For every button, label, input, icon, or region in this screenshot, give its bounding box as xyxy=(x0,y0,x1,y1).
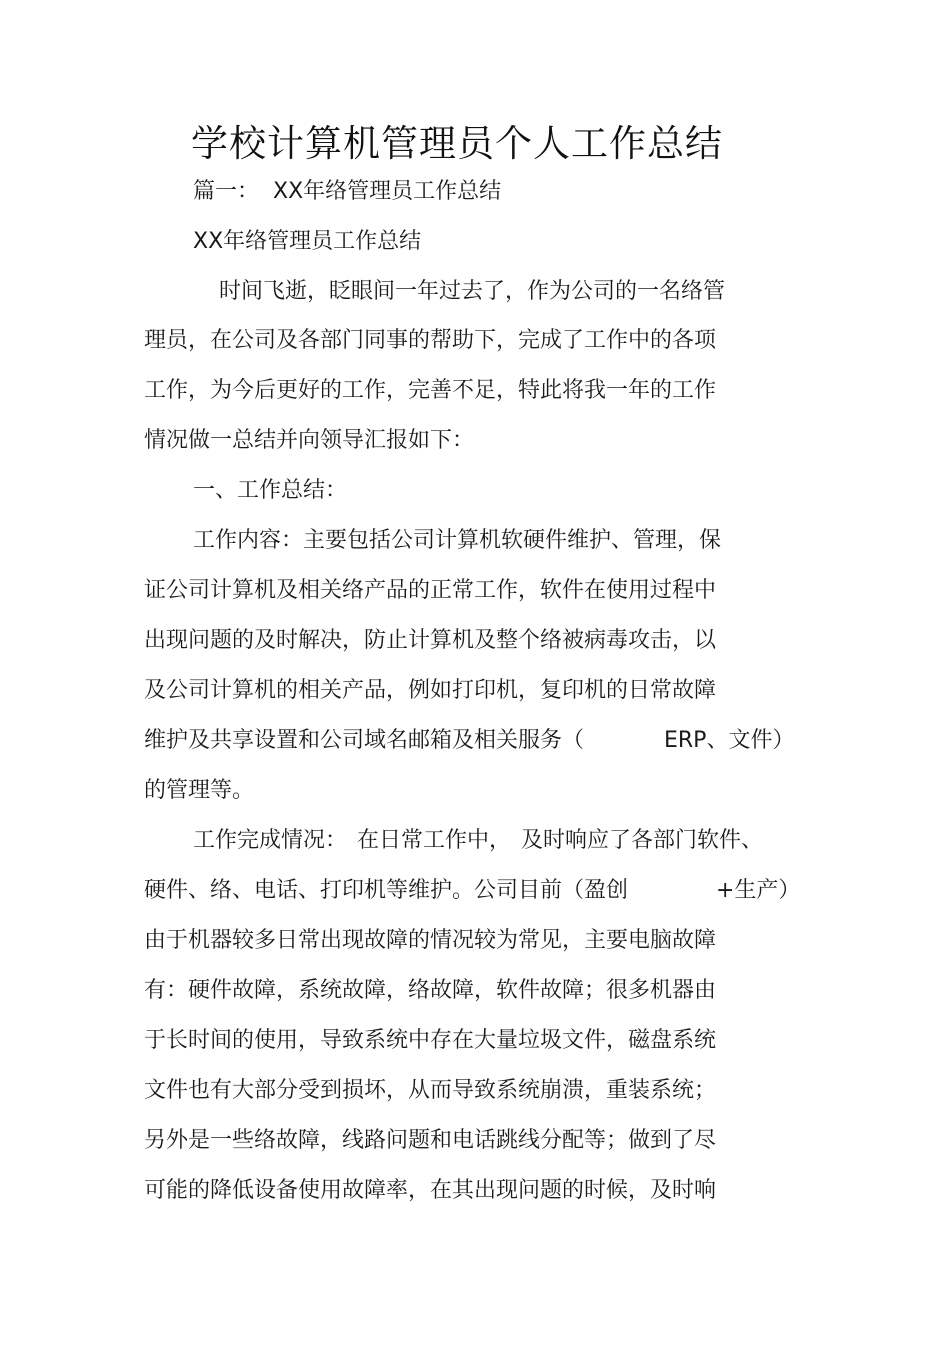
paragraph-2-line: 的管理等。 xyxy=(144,778,255,803)
paragraph-3-line: 文件也有大部分受到损坏，从而导致系统崩溃，重装系统； xyxy=(144,1078,717,1103)
work-status-label: 工作完成情况： xyxy=(193,828,348,853)
paragraph-3-line: 硬件、络、电话、打印机等维护。公司目前（盈创 xyxy=(144,878,629,903)
paragraph-3-text: 在日常工作中， xyxy=(357,828,512,853)
section-heading-text: XX年络管理员工作总结 xyxy=(273,179,502,204)
paragraph-1-line: 工作，为今后更好的工作，完善不足，特此将我一年的工作 xyxy=(144,378,717,403)
paragraph-3-line: 于长时间的使用，导致系统中存在大量垃圾文件，磁盘系统 xyxy=(144,1028,717,1053)
paragraph-2-line: 出现问题的及时解决，防止计算机及整个络被病毒攻击，以 xyxy=(144,628,717,653)
document-subtitle: XX年络管理员工作总结 xyxy=(193,229,422,254)
paragraph-1-line: 理员，在公司及各部门同事的帮助下，完成了工作中的各项 xyxy=(144,328,717,353)
paragraph-1-line: 时间飞逝，眨眼间一年过去了，作为公司的一名络管 xyxy=(219,279,726,304)
paragraph-1-line: 情况做一总结并向领导汇报如下： xyxy=(144,428,475,453)
paragraph-3-text: 及时响应了各部门软件、 xyxy=(521,828,764,853)
paragraph-3-line: 另外是一些络故障，线路问题和电话跳线分配等；做到了尽 xyxy=(144,1128,717,1153)
paragraph-3-line: 有：硬件故障，系统故障，络故障，软件故障；很多机器由 xyxy=(144,978,717,1003)
paragraph-2-line: 证公司计算机及相关络产品的正常工作，软件在使用过程中 xyxy=(144,578,717,603)
section-heading xyxy=(193,177,501,207)
paragraph-3-first-line xyxy=(193,826,763,856)
paragraph-2-line: 及公司计算机的相关产品，例如打印机，复印机的日常故障 xyxy=(144,678,717,703)
heading-work-summary: 一、工作总结： xyxy=(193,478,348,503)
section-heading-prefix: 篇一： xyxy=(193,179,260,204)
paragraph-2-line-end: ERP、文件） xyxy=(664,728,795,753)
paragraph-3-line: 由于机器较多日常出现故障的情况较为常见，主要电脑故障 xyxy=(144,928,717,953)
paragraph-3-line-end: +生产） xyxy=(716,878,801,903)
paragraph-2-line: 维护及共享设置和公司域名邮箱及相关服务（ xyxy=(144,728,585,753)
paragraph-2-line: 工作内容：主要包括公司计算机软硬件维护、管理，保 xyxy=(193,528,722,553)
paragraph-3-line: 可能的降低设备使用故障率，在其出现问题的时候，及时响 xyxy=(144,1178,717,1203)
document-title: 学校计算机管理员个人工作总结 xyxy=(191,122,723,165)
